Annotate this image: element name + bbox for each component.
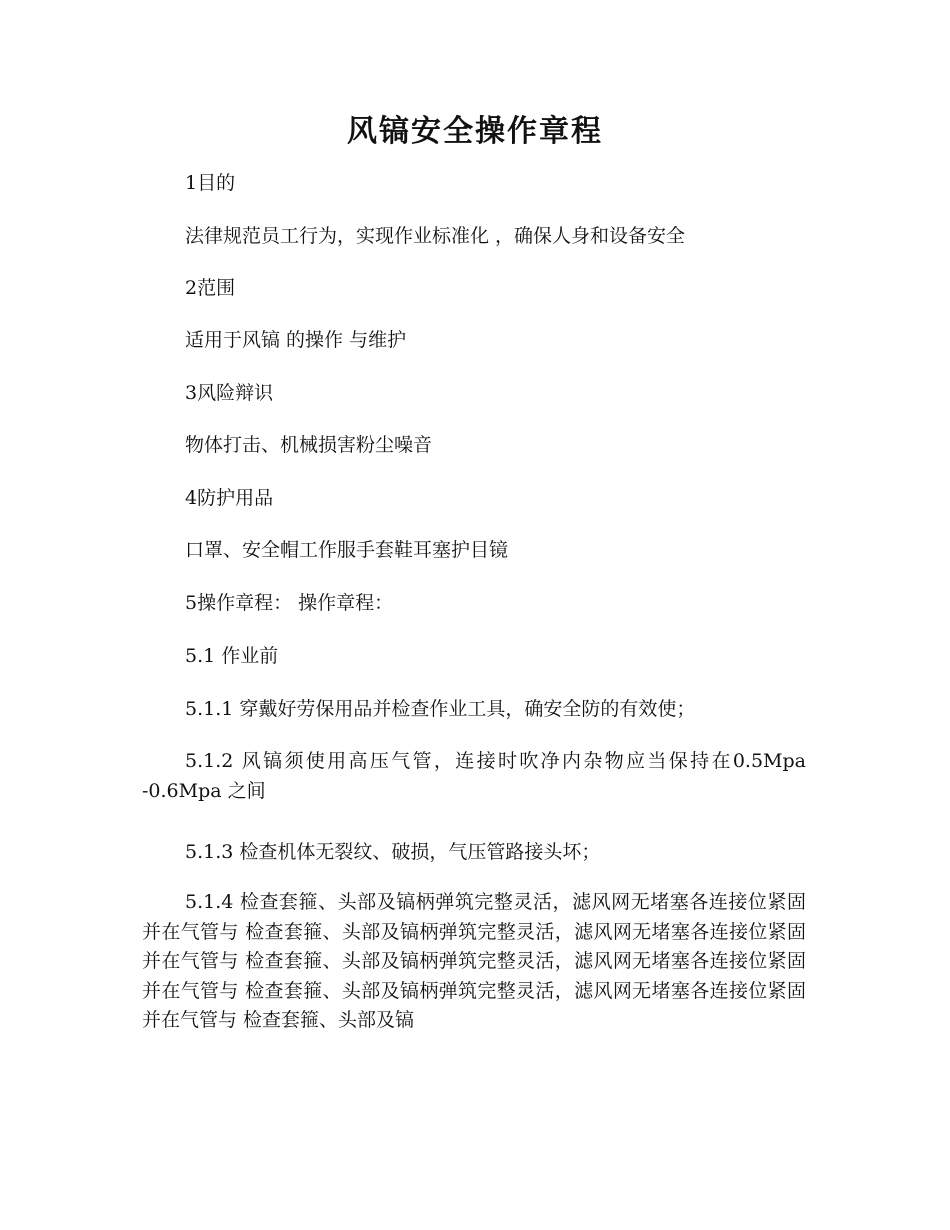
paragraph-512: 5.1.2 风镐须使用高压气管，连接时吹净内杂物应当保持在0.5Mpa -0.6Mpa 之间 bbox=[142, 750, 806, 802]
section-heading-risk: 3风险辩识 bbox=[185, 382, 274, 404]
section-heading-protection: 4防护用品 bbox=[185, 487, 274, 509]
page-title: 风镐安全操作章程 bbox=[347, 114, 603, 149]
section-heading-scope: 2范围 bbox=[185, 277, 236, 299]
section-heading-procedure: 5操作章程： 操作章程： bbox=[185, 592, 394, 614]
section-heading-purpose: 1目的 bbox=[185, 172, 236, 194]
text-line-513: 5.1.3 检查机体无裂纹、破损，气压管路接头坏； bbox=[185, 841, 601, 863]
text-line-scope: 适用于风镐 的操作 与维护 bbox=[185, 329, 407, 351]
text-line-risk: 物体打击、机械损害粉尘噪音 bbox=[185, 434, 433, 456]
text-line-protection: 口罩、安全帽工作服手套鞋耳塞护目镜 bbox=[185, 539, 509, 561]
text-line-purpose: 法律规范员工行为，实现作业标准化 ，确保人身和设备安全 bbox=[185, 225, 686, 247]
paragraph-514: 5.1.4 检查套箍、头部及镐柄弹筑完整灵活，滤风网无堵塞各连接位紧固并在气管与 检查套箍、头部及镐柄弹筑完整灵活，滤风网无堵塞各连接位紧固并在气管与 检查套箍、头部及镐柄弹筑完整灵活，滤风网无堵塞各连接位紧固并在气管与 检查套箍、头部及镐柄弹筑完整灵活，滤风网无堵塞各连接位紧固并在气管与 检查套箍、头部及镐 bbox=[142, 891, 806, 1031]
text-line-511: 5.1.1 穿戴好劳保用品并检查作业工具，确安全防的有效使； bbox=[185, 698, 696, 720]
subsection-heading-before-work: 5.1 作业前 bbox=[185, 645, 279, 667]
